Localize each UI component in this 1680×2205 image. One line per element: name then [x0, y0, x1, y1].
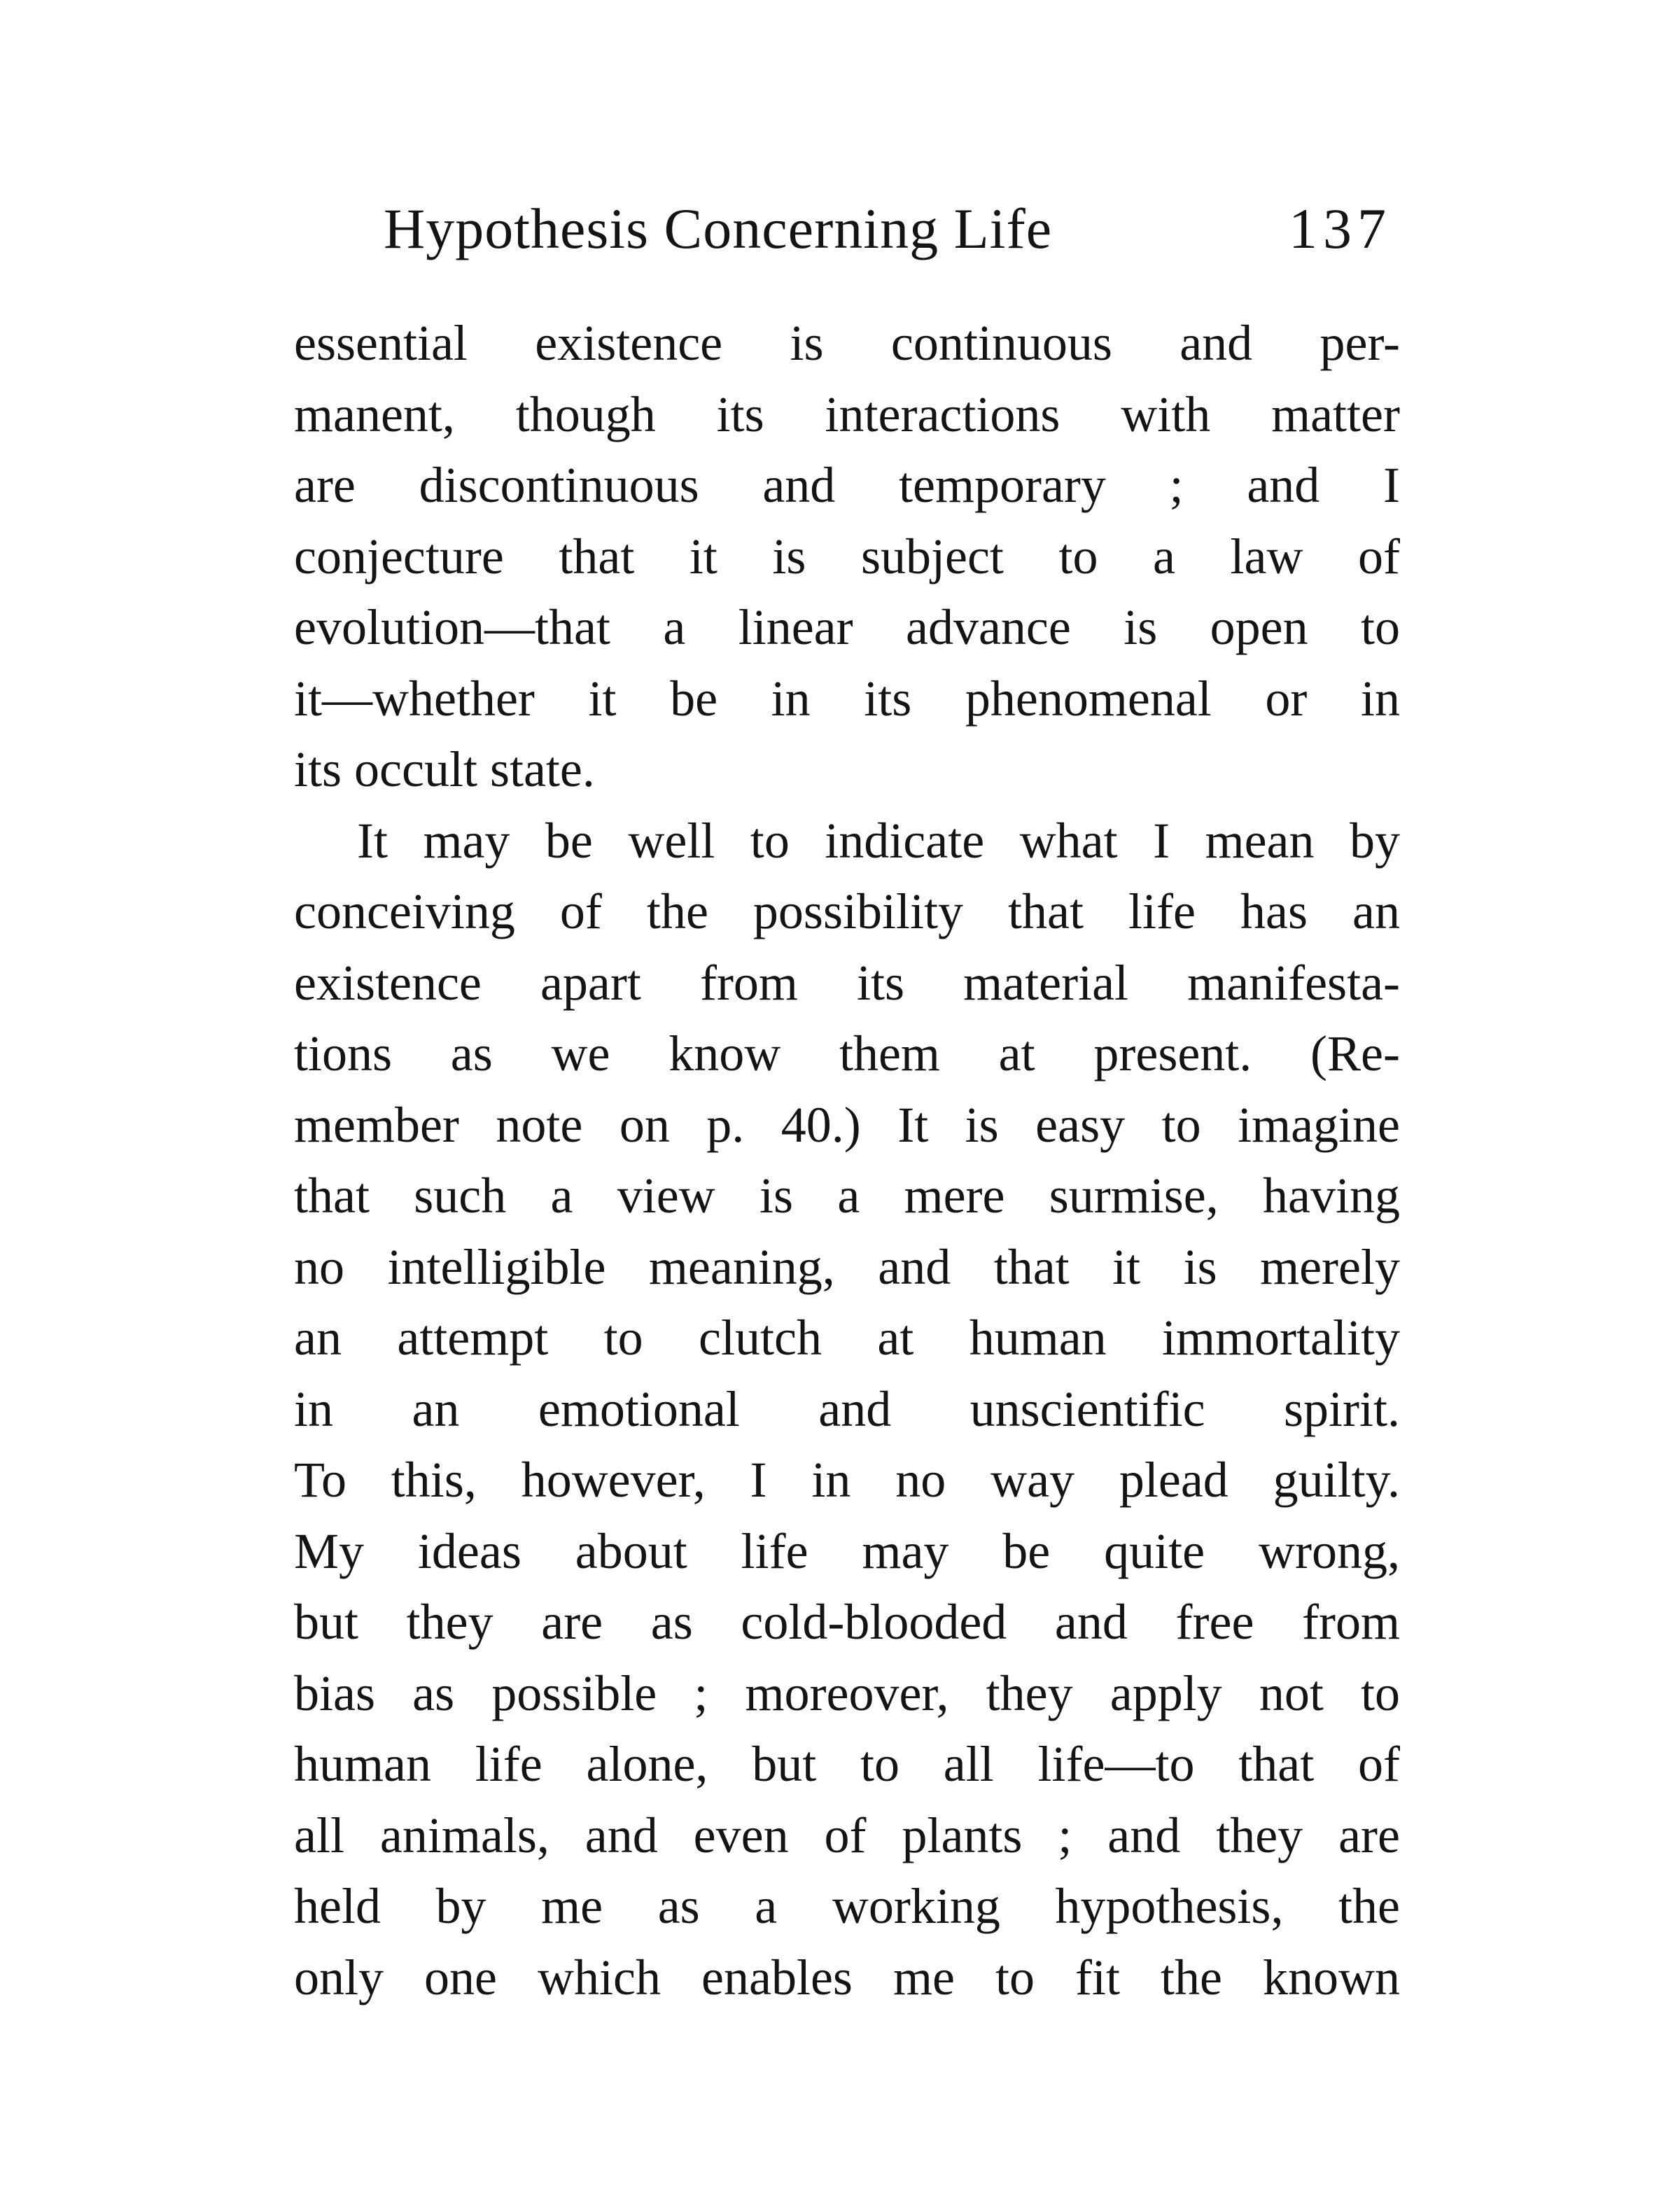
text-line: it—whether it be in its phenomenal or in [294, 670, 1400, 727]
running-head [384, 190, 1392, 267]
text-line: no intelligible meaning, and that it is merely [294, 1238, 1400, 1295]
text-line: conjecture that it is subject to a law of [294, 528, 1400, 584]
text-line: that such a view is a mere surmise, having [294, 1168, 1400, 1224]
text-line: are discontinuous and temporary ; and I [294, 457, 1400, 513]
text-line: bias as possible ; moreover, they apply not to [294, 1665, 1400, 1721]
text-line: My ideas about life may be quite wrong, [294, 1522, 1400, 1579]
text-line: its occult state. [294, 741, 595, 797]
text-line: existence apart from its material manifesta- [294, 954, 1400, 1011]
text-line: but they are as cold-blooded and free from [294, 1594, 1400, 1650]
text-line: all animals, and even of plants ; and they are [294, 1807, 1400, 1863]
text-line: tions as we know them at present. (Re- [294, 1026, 1400, 1082]
text-line: in an emotional and unscientific spirit. [294, 1380, 1400, 1437]
text-line: conceiving of the possibility that life has an [294, 883, 1400, 939]
text-line: It may be well to indicate what I mean by [357, 812, 1400, 869]
text-line: an attempt to clutch at human immortality [294, 1310, 1400, 1366]
text-line: held by me as a working hypothesis, the [294, 1878, 1400, 1934]
text-line: evolution—that a linear advance is open to [294, 599, 1400, 655]
text-line: To this, however, I in no way plead guilty. [294, 1452, 1400, 1508]
running-head-title: Hypothesis Concerning Life [384, 197, 1053, 260]
text-line: manent, though its interactions with matter [294, 386, 1400, 442]
body-text [294, 308, 1400, 2013]
text-line: essential existence is continuous and per- [294, 315, 1400, 371]
text-line: member note on p. 40.) It is easy to imagine [294, 1096, 1400, 1153]
page-number: 137 [1289, 197, 1392, 260]
text-line: human life alone, but to all life—to that of [294, 1736, 1400, 1792]
text-line: only one which enables me to fit the known [294, 1949, 1400, 2005]
